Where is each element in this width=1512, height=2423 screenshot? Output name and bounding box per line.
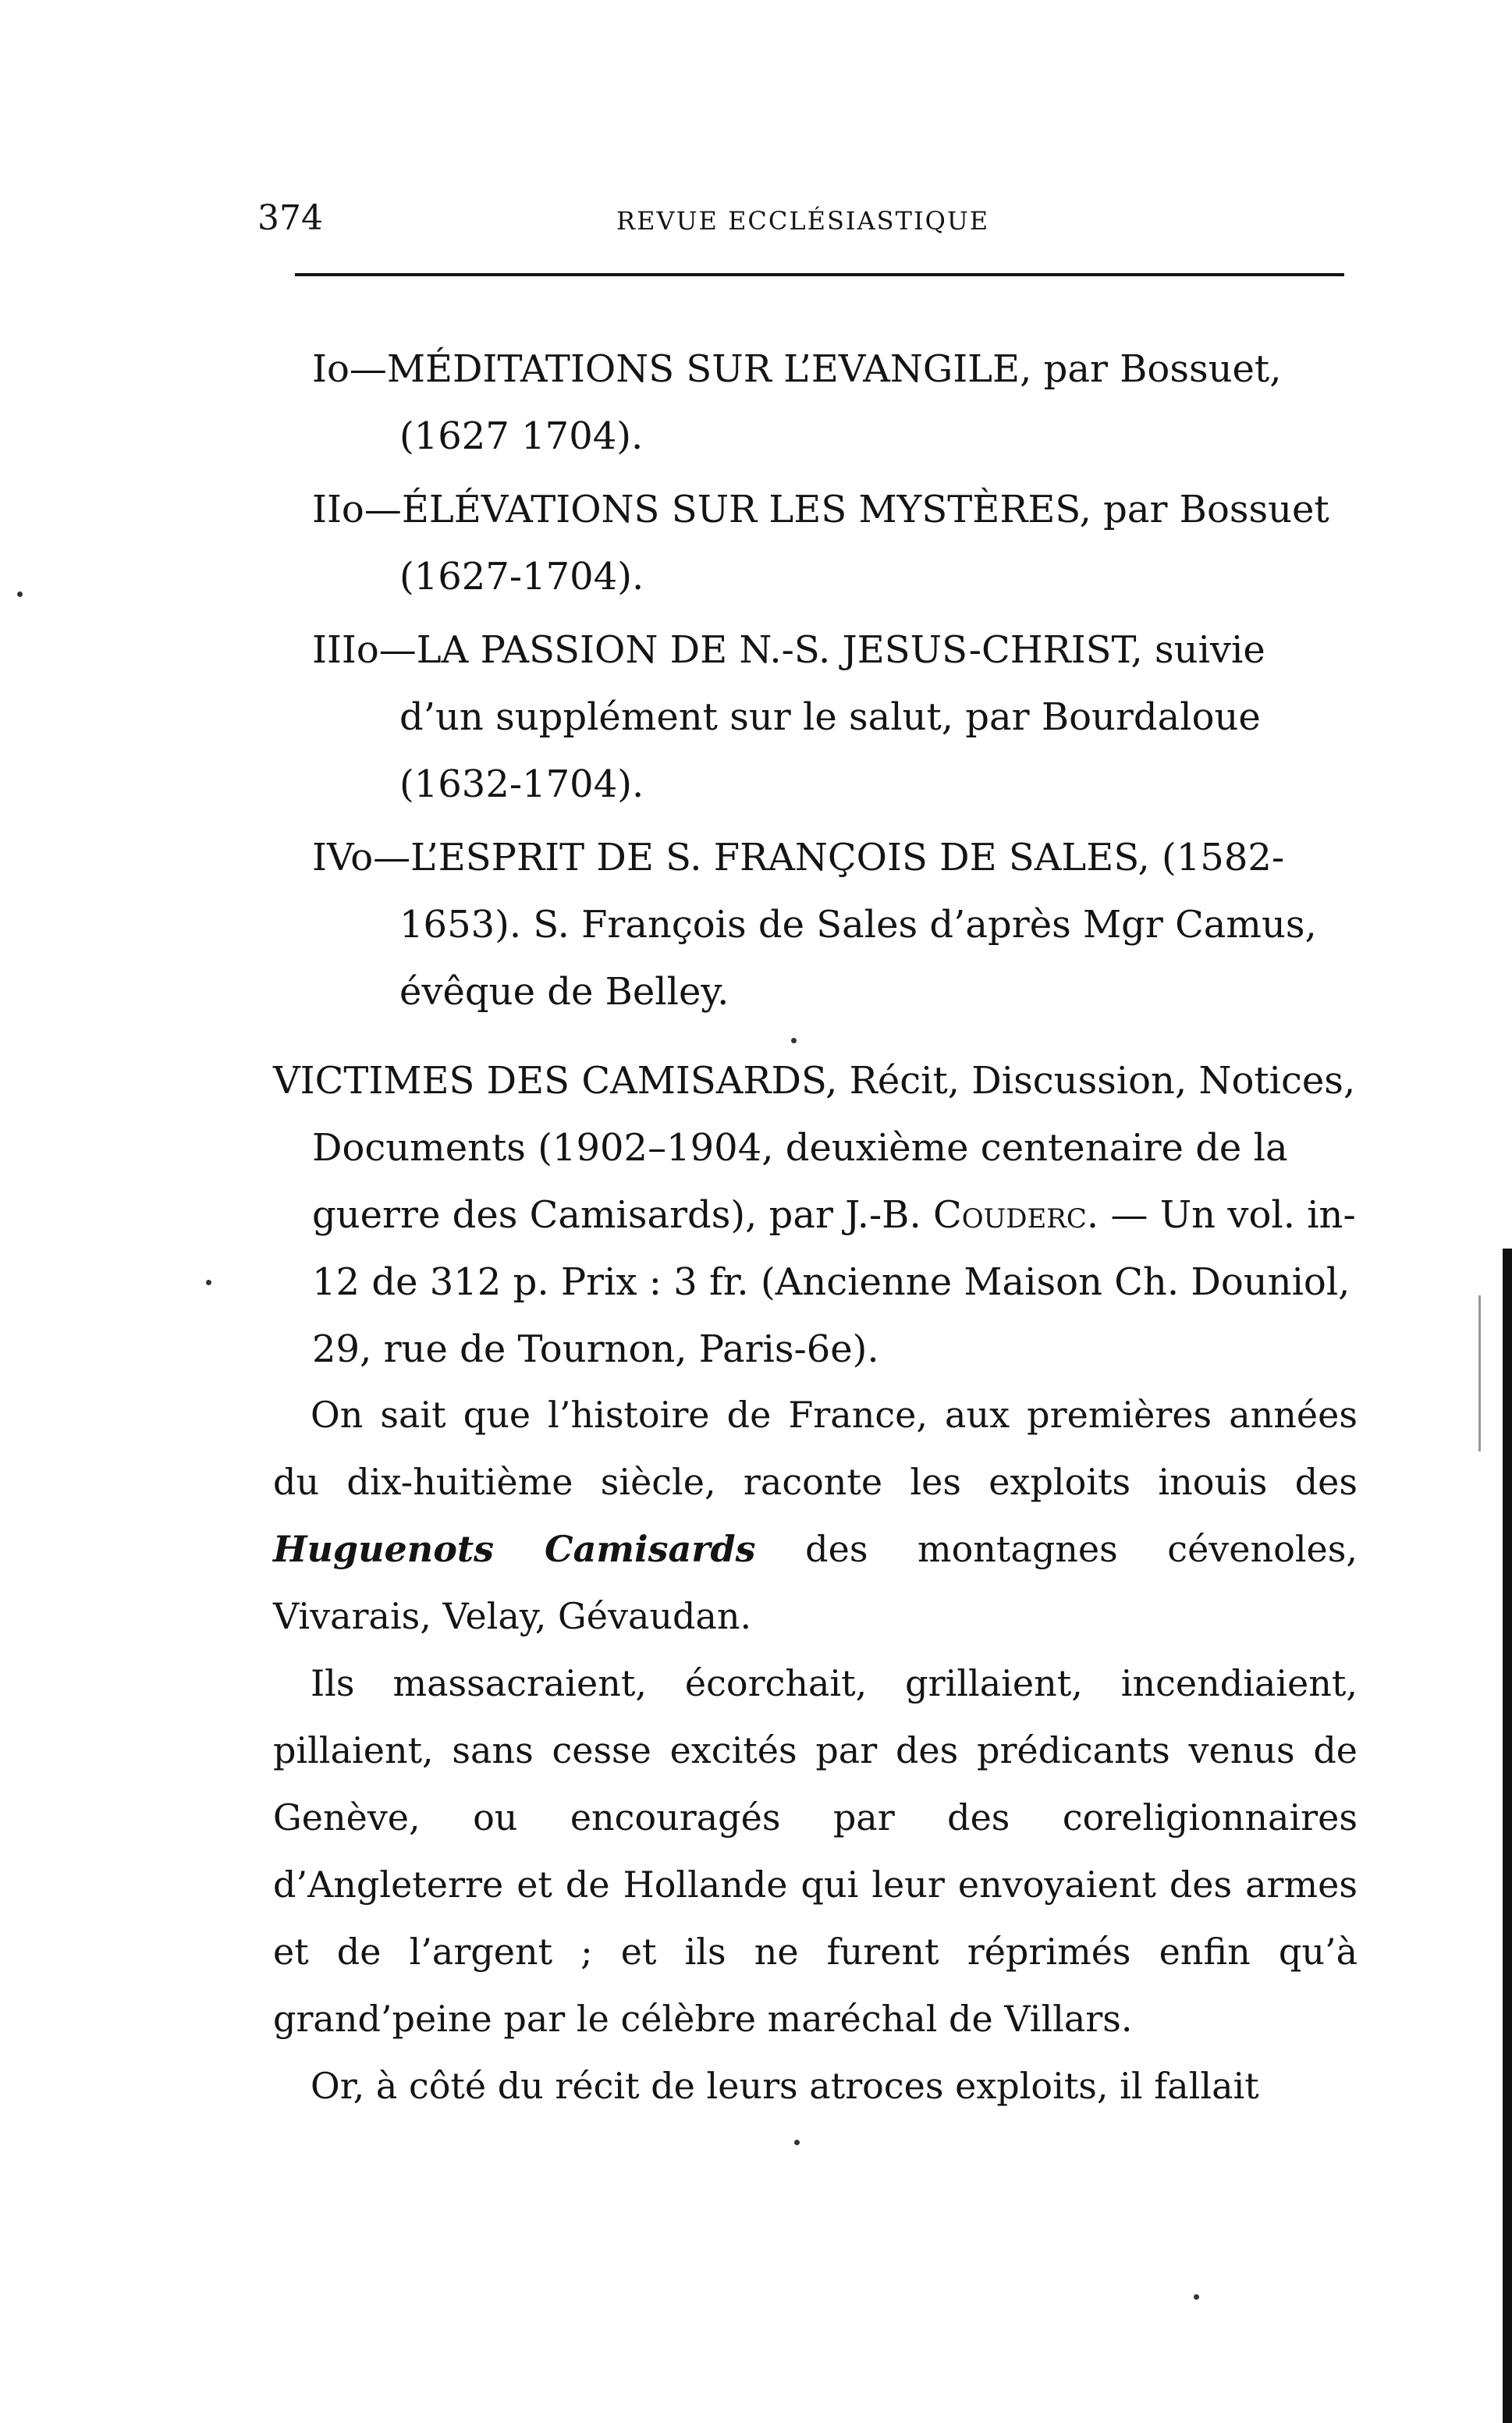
- paragraph: [273, 1381, 1358, 1650]
- paragraph-text: des montagnes cévenoles, Vivarais, Velay, Gévaudan.: [273, 1528, 1358, 1637]
- review-body: [273, 1381, 1358, 2119]
- scan-speck: [794, 2140, 800, 2145]
- scan-speck: [17, 592, 23, 597]
- running-head: REVUE ECCLÉSIASTIQUE: [616, 206, 990, 236]
- header-rule: [295, 273, 1344, 276]
- book-notice: [273, 1047, 1397, 1383]
- list-item: IVo—L’ESPRIT DE S. FRANÇOIS DE SALES, (1582-1653). S. François de Sales d’après Mgr Camus, évêque de Belley.: [312, 836, 1317, 1014]
- page-header: [257, 195, 1358, 242]
- scan-edge-line: [1478, 1295, 1481, 1451]
- book-list: [312, 336, 1358, 1032]
- list-item: IIo—ÉLÉVATIONS SUR LES MYSTÈRES, par Bossuet (1627-1704).: [312, 488, 1329, 599]
- paragraph: Or, à côté du récit de leurs atroces exploits, il fallait: [311, 2065, 1259, 2107]
- book-publication: . — Un vol. in-12 de 312 p. Prix : 3 fr. (Ancienne Maison Ch. Douniol, 29, rue de Tournon, Paris-6e).: [312, 1193, 1356, 1371]
- scan-speck: [791, 1038, 797, 1043]
- page-number: 374: [257, 198, 323, 238]
- list-item: IIIo—LA PASSION DE N.-S. JESUS-CHRIST, suivie d’un supplément sur le salut, par Bourdaloue (1632-1704).: [312, 628, 1265, 806]
- paragraph: Ils massacraient, écorchait, grillaient, incendiaient, pillaient, sans cesse excités par des prédicants venus de Genève, ou encouragés par des coreligionnaires d’Angleterre et de Hollande qui leur envoyaient des armes et de l’argent ; et ils ne furent réprimés enfin qu’à grand’peine par le célèbre maréchal de Villars.: [273, 1662, 1358, 2040]
- book-author: Couderc: [932, 1193, 1087, 1237]
- scan-speck: [206, 1280, 211, 1285]
- italic-term: Huguenots Camisards: [273, 1528, 756, 1570]
- book-details: Récit, Discussion, Notices, Documents (1902–1904, deuxième centenaire de la guerre des Camisards), par J.-B.: [312, 1059, 1356, 1237]
- list-item: Io—MÉDITATIONS SUR L’EVANGILE, par Bossuet, (1627 1704).: [312, 347, 1282, 458]
- paragraph-text: On sait que l’histoire de France, aux premières années du dix-huitième siècle, raconte les exploits inouis des: [273, 1394, 1358, 1503]
- scan-edge: [1503, 1249, 1512, 2423]
- book-title: VICTIMES DES CAMISARDS,: [273, 1059, 838, 1103]
- scan-speck: [1194, 2294, 1199, 2300]
